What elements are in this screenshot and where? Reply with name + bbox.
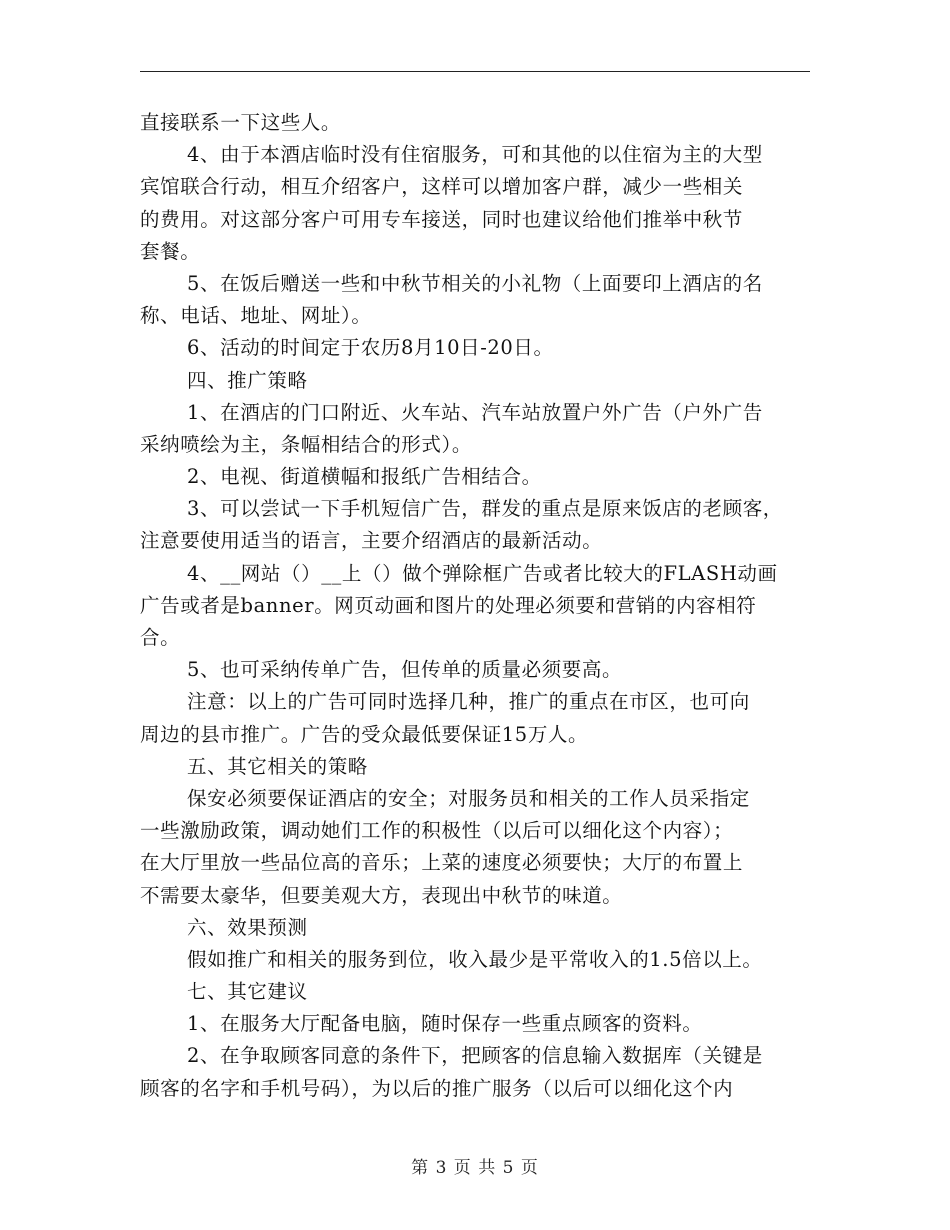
document-body	[140, 107, 816, 1105]
text-line: 1、在酒店的门口附近、火车站、汽车站放置户外广告（户外广告	[187, 400, 763, 424]
text-line: 3、可以尝试一下手机短信广告，群发的重点是原来饭店的老顾客，	[187, 497, 783, 521]
text-line: 5、也可采纳传单广告，但传单的质量必须要高。	[187, 658, 623, 682]
text-line: 2、在争取顾客同意的条件下，把顾客的信息输入数据库（关键是	[187, 1044, 763, 1068]
text-line: 4、__网站（）__上（）做个弹除框广告或者比较大的FLASH动画	[187, 561, 778, 585]
text-line: 四、推广策略	[187, 368, 308, 392]
text-line: 七、其它建议	[187, 980, 308, 1004]
text-line: 顾客的名字和手机号码），为以后的推广服务（以后可以细化这个内	[140, 1076, 734, 1100]
text-line: 假如推广和相关的服务到位，收入最少是平常收入的1.5倍以上。	[187, 947, 763, 971]
text-line: 直接联系一下这些人。	[140, 111, 342, 134]
text-line: 1、在服务大厅配备电脑，随时保存一些重点顾客的资料。	[187, 1012, 703, 1036]
text-line: 合。	[140, 626, 181, 649]
text-line: 套餐。	[140, 239, 201, 263]
text-line: 周边的县市推广。广告的受众最低要保证15万人。	[140, 722, 589, 746]
page-footer: 第 3 页 共 5 页	[411, 1158, 539, 1178]
text-line: 称、电话、地址、网址）。	[140, 304, 372, 328]
text-line: 广告或者是banner。网页动画和图片的处理必须要和营销的内容相符	[140, 593, 757, 617]
text-line: 6、活动的时间定于农历8月10日-20日。	[187, 336, 554, 360]
text-line: 的费用。对这部分客户可用专车接送，同时也建议给他们推举中秋节	[140, 207, 744, 231]
text-line: 2、电视、街道横幅和报纸广告相结合。	[187, 465, 542, 489]
text-line: 注意：以上的广告可同时选择几种，推广的重点在市区，也可向	[187, 690, 750, 714]
text-line: 注意要使用适当的语言，主要介绍酒店的最新活动。	[140, 529, 603, 553]
text-line: 在大厅里放一些品位高的音乐；上菜的速度必须要快；大厅的布置上	[140, 851, 744, 875]
text-line: 采纳喷绘为主，条幅相结合的形式）。	[140, 432, 472, 456]
text-line: 一些激励政策，调动她们工作的积极性（以后可以细化这个内容）；	[140, 819, 734, 843]
text-line: 六、效果预测	[187, 915, 308, 939]
text-line: 不需要太豪华，但要美观大方，表现出中秋节的味道。	[140, 883, 623, 907]
text-line: 五、其它相关的策略	[187, 754, 368, 778]
text-line: 保安必须要保证酒店的安全；对服务员和相关的工作人员采指定	[187, 786, 750, 810]
header-rule	[140, 71, 810, 72]
text-line: 4、由于本酒店临时没有住宿服务，可和其他的以住宿为主的大型	[187, 143, 763, 167]
text-line: 宾馆联合行动，相互介绍客户，这样可以增加客户群，减少一些相关	[140, 175, 744, 199]
text-line: 5、在饭后赠送一些和中秋节相关的小礼物（上面要印上酒店的名	[187, 271, 763, 295]
